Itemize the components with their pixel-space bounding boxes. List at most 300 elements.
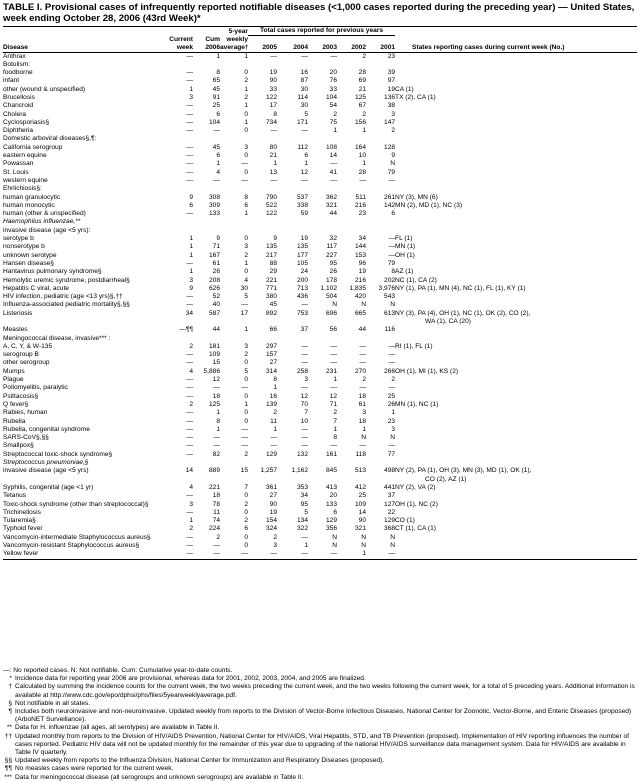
cell-value bbox=[248, 185, 277, 193]
cell-value: 3 bbox=[304, 376, 308, 384]
cell-value: 208 bbox=[208, 276, 220, 284]
cell-value: 1 bbox=[244, 85, 248, 93]
cell-value: 1 bbox=[244, 210, 248, 218]
states-text: MN (2), MD (1), NC (3) bbox=[395, 201, 463, 209]
cell-value: 4 bbox=[216, 168, 220, 176]
cell-value: 3 bbox=[244, 243, 248, 251]
cell-value: 231 bbox=[325, 367, 337, 375]
disease-name: St. Louis bbox=[3, 168, 29, 176]
states-text: AZ (1) bbox=[395, 268, 414, 276]
cell-value: 33 bbox=[329, 85, 337, 93]
cell-value: 19 bbox=[387, 85, 396, 93]
states-reporting bbox=[395, 69, 637, 77]
cell-value: — bbox=[186, 127, 193, 135]
cell-value bbox=[193, 227, 220, 235]
footnote-mark: §§ bbox=[4, 757, 12, 765]
cell-value bbox=[308, 335, 337, 343]
cell-value: 356 bbox=[325, 525, 337, 533]
cell-value: 39 bbox=[387, 69, 396, 77]
cell-value bbox=[248, 61, 277, 69]
cell-value: 2 bbox=[189, 342, 193, 350]
cell-value: 522 bbox=[265, 201, 277, 209]
table-row bbox=[3, 351, 637, 359]
cell-value: 1,835 bbox=[349, 284, 366, 292]
table-row bbox=[3, 235, 637, 243]
table-row bbox=[3, 52, 637, 61]
cell-value: — bbox=[388, 442, 396, 450]
cell-value: 24 bbox=[300, 268, 308, 276]
cell-value: — bbox=[330, 176, 337, 184]
table-title bbox=[3, 2, 637, 24]
cell-value bbox=[308, 185, 337, 193]
cell-value: 22 bbox=[387, 508, 396, 516]
table-row-continuation bbox=[3, 476, 637, 484]
disease-name: Listeriosis bbox=[3, 309, 33, 317]
cell-value: 19 bbox=[300, 235, 308, 243]
cell-value bbox=[166, 185, 193, 193]
cell-value: 1 bbox=[189, 243, 193, 251]
cell-value: 3 bbox=[362, 409, 366, 417]
cell-value bbox=[193, 135, 220, 143]
states-reporting bbox=[395, 426, 637, 434]
cell-value: 154 bbox=[265, 517, 277, 525]
cell-value: 134 bbox=[296, 517, 308, 525]
states-reporting bbox=[395, 194, 637, 202]
disease-name: eastern equine bbox=[3, 152, 47, 160]
cell-value: 0 bbox=[244, 359, 248, 367]
table-row-continuation bbox=[3, 318, 637, 326]
cell-value: 71 bbox=[329, 400, 337, 408]
cell-value: 362 bbox=[325, 193, 337, 201]
table-row bbox=[3, 252, 637, 260]
cell-value: 161 bbox=[325, 450, 337, 458]
table-row bbox=[3, 426, 637, 434]
states-reporting bbox=[395, 351, 637, 359]
cell-value: 0 bbox=[244, 409, 248, 417]
cell-value: — bbox=[270, 442, 277, 450]
cell-value: — bbox=[220, 550, 248, 559]
footnote-text: Calculated by summing the incidence counts for the current week, the two weeks preceding the current week, and the two weeks following the current week, for a total of 5 preceding years. Additional information is available at http://www.cdc.gov/epo/dphsi/phs/files/5yearweeklyaverage.pdf. bbox=[15, 683, 635, 699]
cell-value: 90 bbox=[358, 517, 366, 525]
cell-value: — bbox=[330, 351, 337, 359]
cell-value: — bbox=[241, 384, 248, 392]
cell-value: 1 bbox=[304, 160, 308, 168]
cell-value: — bbox=[330, 342, 337, 350]
cell-value: 109 bbox=[208, 351, 220, 359]
cell-value: — bbox=[248, 550, 277, 559]
cell-value: 8 bbox=[244, 193, 248, 201]
cell-value: — bbox=[388, 176, 396, 184]
cell-value: 104 bbox=[325, 93, 337, 101]
states-reporting bbox=[395, 119, 637, 127]
cell-value: N bbox=[390, 434, 396, 442]
cell-value: 1 bbox=[244, 52, 248, 60]
table-row bbox=[3, 144, 637, 152]
states-reporting bbox=[395, 227, 637, 235]
cell-value: 1 bbox=[244, 102, 248, 110]
states-reporting bbox=[395, 343, 637, 351]
disease-name: human (other & unspecified) bbox=[3, 210, 86, 218]
disease-name: SARS-CoV§,§§ bbox=[3, 434, 49, 442]
cell-value: 8 bbox=[333, 434, 337, 442]
disease-name: Influenza-associated pediatric mortality§,§§ bbox=[3, 301, 130, 309]
cell-value: — bbox=[213, 176, 220, 184]
cell-value: 0 bbox=[244, 392, 248, 400]
table-row bbox=[3, 102, 637, 110]
cell-value: 27 bbox=[269, 359, 277, 367]
cell-value bbox=[248, 459, 277, 467]
footnote-mark: § bbox=[8, 699, 12, 707]
cell-value: 20 bbox=[329, 69, 337, 77]
cell-value: 6 bbox=[189, 201, 193, 209]
states-reporting bbox=[395, 484, 637, 492]
cell-value: 30 bbox=[240, 284, 248, 292]
cell-value bbox=[220, 227, 248, 235]
cell-value: 104 bbox=[208, 118, 220, 126]
cell-value: 11 bbox=[270, 417, 277, 425]
cell-value: 216 bbox=[354, 201, 366, 209]
cell-value: — bbox=[186, 409, 193, 417]
states-reporting bbox=[395, 525, 637, 533]
table-row bbox=[3, 310, 637, 318]
cell-value: 1 bbox=[216, 409, 220, 417]
cell-value: 52 bbox=[212, 293, 220, 301]
states-text: OH (1), NC (2) bbox=[395, 500, 438, 508]
cell-value: 1 bbox=[189, 85, 193, 93]
disease-name: Rubella bbox=[3, 417, 26, 425]
disease-name: Hepatitis C viral, acute bbox=[3, 284, 69, 292]
cell-value bbox=[220, 135, 248, 143]
cell-value: 171 bbox=[296, 118, 308, 126]
cell-value: 6 bbox=[391, 210, 396, 218]
cell-value: 32 bbox=[329, 235, 337, 243]
cell-value: 30 bbox=[300, 102, 308, 110]
cell-value: 16 bbox=[300, 69, 308, 77]
year-header: 2004 bbox=[277, 44, 308, 53]
cell-value: — bbox=[186, 425, 193, 433]
cell-value: — bbox=[366, 550, 395, 559]
footnote bbox=[3, 774, 637, 782]
table-row bbox=[3, 484, 637, 492]
disease-name: Rubella, congenital syndrome bbox=[3, 425, 90, 433]
cell-value: 135 bbox=[296, 243, 308, 251]
cell-value: 321 bbox=[354, 525, 366, 533]
table-row bbox=[3, 467, 637, 475]
cell-value: — bbox=[186, 492, 193, 500]
cell-value: — bbox=[359, 384, 366, 392]
year-header: 2002 bbox=[337, 44, 366, 53]
cell-value: — bbox=[213, 434, 220, 442]
cell-value: 5 bbox=[244, 367, 248, 375]
cell-value: 76 bbox=[329, 77, 337, 85]
table-row bbox=[3, 277, 637, 285]
cell-value bbox=[193, 335, 220, 343]
cell-value: 200 bbox=[296, 276, 308, 284]
states-text: NY (3), PA (4), OH (1), NC (1), OK (2), CO (2), bbox=[395, 309, 531, 317]
cell-value: 80 bbox=[269, 143, 277, 151]
cell-value: 132 bbox=[296, 450, 308, 458]
states-text-continued: WA (1), CA (20) bbox=[425, 318, 471, 325]
cell-value bbox=[277, 459, 308, 467]
cell-value: 105 bbox=[296, 259, 308, 267]
disease-name: invasive disease (age <5 yrs) bbox=[3, 467, 89, 475]
cell-value: — bbox=[193, 550, 220, 559]
cell-value bbox=[166, 61, 193, 69]
cell-value: 2 bbox=[273, 409, 277, 417]
disease-name: foodborne bbox=[3, 69, 33, 77]
disease-name: Rabies, human bbox=[3, 409, 48, 417]
footnote bbox=[3, 765, 637, 773]
disease-name: Ehrlichiosis§: bbox=[3, 185, 42, 193]
cell-value: 3 bbox=[273, 542, 277, 550]
cell-value: 266 bbox=[384, 367, 396, 375]
footnote bbox=[3, 757, 637, 765]
cell-value: 587 bbox=[208, 309, 220, 317]
cell-value: 26 bbox=[387, 400, 396, 408]
cell-value: — bbox=[301, 52, 308, 60]
cell-value: — bbox=[270, 176, 277, 184]
states-reporting bbox=[395, 467, 637, 475]
cell-value: 771 bbox=[265, 284, 277, 292]
cell-value: 1 bbox=[244, 259, 248, 267]
states-reporting bbox=[395, 260, 637, 268]
cell-value: N bbox=[390, 542, 396, 550]
cell-value: — bbox=[388, 351, 396, 359]
cell-value bbox=[277, 61, 308, 69]
cell-value bbox=[366, 135, 395, 143]
table-row bbox=[3, 127, 637, 135]
footnote-text: Incidence data for reporting year 2006 are provisional, whereas data for 2001, 2002, 2003, 2004, and 2005 are finalized. bbox=[15, 675, 366, 683]
cell-value: — bbox=[301, 442, 308, 450]
cell-value bbox=[166, 135, 193, 143]
states-text: TX (2), CA (1) bbox=[395, 93, 436, 101]
cell-value bbox=[166, 459, 193, 467]
table-row bbox=[3, 152, 637, 160]
cell-value: 8 bbox=[391, 268, 396, 276]
cell-value: 95 bbox=[300, 500, 308, 508]
cell-value: 8 bbox=[216, 417, 220, 425]
cell-value: 1 bbox=[333, 425, 337, 433]
cell-value bbox=[277, 335, 308, 343]
cell-value: 224 bbox=[208, 525, 220, 533]
table-row bbox=[3, 368, 637, 376]
cell-value bbox=[337, 227, 366, 235]
cell-value: 129 bbox=[265, 450, 277, 458]
cell-value: 91 bbox=[212, 93, 220, 101]
cell-value: 65 bbox=[212, 77, 220, 85]
cell-value: — bbox=[186, 176, 193, 184]
cell-value: 129 bbox=[384, 517, 396, 525]
cell-value bbox=[366, 335, 395, 343]
cell-value: 221 bbox=[265, 276, 277, 284]
cell-value: 227 bbox=[325, 251, 337, 259]
cell-value: 1 bbox=[391, 409, 396, 417]
states-reporting bbox=[395, 418, 637, 426]
states-reporting bbox=[395, 550, 637, 559]
cell-value: 139 bbox=[265, 400, 277, 408]
states-reporting bbox=[395, 542, 637, 550]
cell-value: 322 bbox=[296, 525, 308, 533]
cell-value: — bbox=[301, 425, 308, 433]
cum-header: 2006 bbox=[193, 44, 220, 53]
disease-name: serogroup B bbox=[3, 351, 39, 359]
states-reporting bbox=[395, 335, 637, 343]
cell-value: 845 bbox=[325, 467, 337, 475]
cell-value: 59 bbox=[300, 210, 308, 218]
cell-value: 202 bbox=[384, 276, 396, 284]
disease-name: Streptococcus pneumoniae,§ bbox=[3, 459, 89, 467]
cell-value: 18 bbox=[212, 392, 220, 400]
cell-value: 7 bbox=[304, 409, 308, 417]
states-reporting bbox=[395, 293, 637, 301]
states-reporting bbox=[395, 169, 637, 177]
disease-name: Tularemia§ bbox=[3, 517, 36, 525]
cell-value: 21 bbox=[269, 152, 277, 160]
disease-name: Anthrax bbox=[3, 52, 26, 60]
cell-value: 30 bbox=[300, 85, 308, 93]
cell-value: — bbox=[359, 359, 366, 367]
cell-value: — bbox=[359, 342, 366, 350]
cell-value bbox=[337, 459, 366, 467]
cell-value: 2 bbox=[333, 110, 337, 118]
cell-value: 95 bbox=[329, 259, 337, 267]
header-row-3 bbox=[3, 44, 637, 53]
cell-value: 23 bbox=[358, 210, 366, 218]
disease-name: Plague bbox=[3, 376, 24, 384]
table-row bbox=[3, 185, 637, 193]
cell-value: 79 bbox=[387, 259, 396, 267]
cell-value: 1 bbox=[216, 425, 220, 433]
cell-value: 45 bbox=[212, 85, 220, 93]
cell-value: 1 bbox=[304, 542, 308, 550]
cell-value: 14 bbox=[329, 152, 337, 160]
states-text: OH (1) bbox=[395, 251, 415, 259]
cell-value: 504 bbox=[325, 293, 337, 301]
footnote-text: Data for meningococcal disease (all serogroups and unknown serogroups) are available in Table II. bbox=[15, 773, 304, 781]
cell-value: 12 bbox=[212, 376, 220, 384]
states-reporting bbox=[395, 301, 637, 309]
cell-value bbox=[193, 459, 220, 467]
cell-value: 9 bbox=[273, 235, 277, 243]
footnote bbox=[3, 700, 637, 708]
disease-name: Domestic arboviral diseases§,¶: bbox=[3, 135, 97, 143]
cell-value bbox=[220, 185, 248, 193]
cell-value: 3 bbox=[189, 93, 193, 101]
table-row bbox=[3, 492, 637, 500]
cell-value: 5 bbox=[304, 508, 308, 516]
states-reporting bbox=[395, 202, 637, 210]
disease-name: Smallpox§ bbox=[3, 442, 34, 450]
disease-name: human monocytic bbox=[3, 201, 55, 209]
states-text: NY (2), PA (1), OH (3), MN (3), MD (1), OK (1), bbox=[395, 467, 532, 475]
cell-value: 297 bbox=[265, 342, 277, 350]
cell-value: 0 bbox=[244, 542, 248, 550]
cell-value: 309 bbox=[208, 201, 220, 209]
cell-value: — bbox=[388, 359, 396, 367]
cell-value: 3 bbox=[244, 143, 248, 151]
table-row bbox=[3, 202, 637, 210]
table-row bbox=[3, 451, 637, 459]
cell-value: — bbox=[186, 359, 193, 367]
states-reporting bbox=[395, 534, 637, 542]
disease-name: Vancomycin-resistant Staphylococcus aureus§ bbox=[3, 542, 140, 550]
cell-value: 136 bbox=[384, 93, 396, 101]
cell-value: 157 bbox=[265, 351, 277, 359]
cell-value: 112 bbox=[297, 143, 308, 151]
cell-value: 2 bbox=[189, 400, 193, 408]
table-row bbox=[3, 260, 637, 268]
cell-value: 16 bbox=[269, 392, 277, 400]
cell-value: 1 bbox=[244, 118, 248, 126]
cell-value bbox=[308, 227, 337, 235]
cell-value: 153 bbox=[354, 251, 366, 259]
cell-value: — bbox=[301, 176, 308, 184]
states-text: MN (1) bbox=[395, 243, 416, 251]
footnote-mark: † bbox=[8, 683, 12, 691]
cell-value: 324 bbox=[265, 525, 277, 533]
cell-value bbox=[308, 61, 337, 69]
cell-value: 2 bbox=[244, 517, 248, 525]
cell-value: — bbox=[330, 359, 337, 367]
header-row-1 bbox=[3, 27, 637, 36]
cell-value: — bbox=[186, 168, 193, 176]
footnote-text: No measles cases were reported for the current week. bbox=[15, 765, 174, 773]
cell-value bbox=[166, 218, 193, 226]
cell-value bbox=[248, 218, 277, 226]
cell-value: 3 bbox=[391, 425, 396, 433]
cell-value: 2 bbox=[391, 376, 396, 384]
cell-value: 109 bbox=[354, 500, 366, 508]
cell-value: 6 bbox=[244, 201, 248, 209]
cell-value: — bbox=[301, 434, 308, 442]
cell-value: 82 bbox=[212, 450, 220, 458]
cell-value bbox=[220, 61, 248, 69]
cell-value: — bbox=[186, 143, 193, 151]
states-text: CA (1) bbox=[395, 85, 414, 93]
cell-value: — bbox=[388, 384, 396, 392]
cell-value: — bbox=[186, 102, 193, 110]
cell-value: 33 bbox=[269, 85, 277, 93]
disease-name: human granulocytic bbox=[3, 193, 61, 201]
cell-value: 3 bbox=[244, 342, 248, 350]
cell-value: 3 bbox=[189, 500, 193, 508]
cell-value: 127 bbox=[384, 500, 396, 508]
cell-value: 9 bbox=[216, 235, 220, 243]
cell-value: N bbox=[332, 542, 337, 550]
disease-name: Tetanus bbox=[3, 492, 27, 500]
cell-value: 4 bbox=[189, 483, 193, 491]
table-row bbox=[3, 550, 637, 559]
cell-value: 77 bbox=[387, 450, 396, 458]
table-row bbox=[3, 376, 637, 384]
disease-name: western equine bbox=[3, 176, 48, 184]
cell-value: 5 bbox=[244, 293, 248, 301]
footnote-text: Includes both neuroinvasive and non-neuroinvasive. Updated weekly from reports to the Division of Vector-Borne Infectious Diseases, National Center for Zoonotic, Vector-Borne, and Enteric Diseases (proposed) (ArboNET Surveillance). bbox=[15, 708, 632, 724]
cell-value: 26 bbox=[329, 268, 337, 276]
table-row bbox=[3, 517, 637, 525]
current-week-header-top: Current bbox=[169, 35, 193, 43]
cell-value: — bbox=[330, 384, 337, 392]
table-row bbox=[3, 335, 637, 343]
disease-name: Poliomyelitis, paralytic bbox=[3, 384, 68, 392]
disease-name: Hansen disease§ bbox=[3, 259, 54, 267]
cell-value: — bbox=[186, 52, 193, 60]
cell-value: — bbox=[301, 351, 308, 359]
table-row bbox=[3, 542, 637, 550]
cell-value: 5,886 bbox=[203, 367, 220, 375]
cell-value: — bbox=[186, 376, 193, 384]
cell-value: 40 bbox=[212, 301, 220, 309]
